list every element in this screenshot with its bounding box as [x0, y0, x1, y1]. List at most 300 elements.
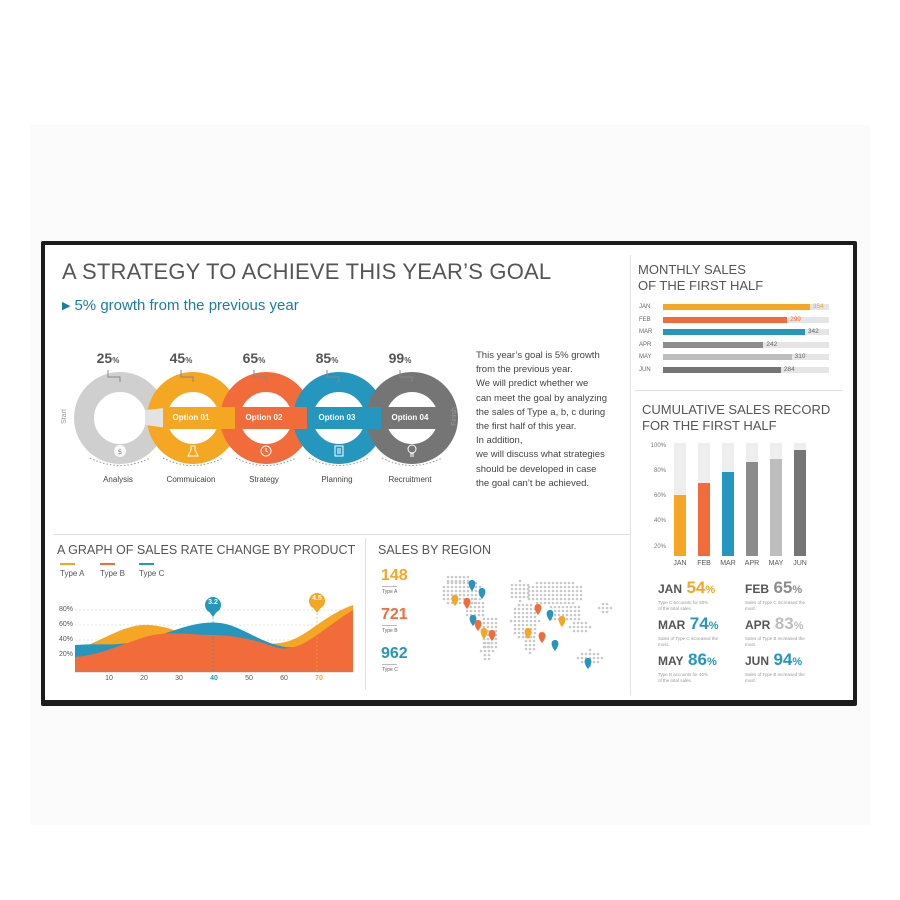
- map-dot: [467, 590, 470, 593]
- map-dot: [540, 586, 543, 589]
- map-dot: [522, 604, 525, 607]
- map-dot: [467, 586, 470, 589]
- map-dot: [495, 622, 498, 625]
- map-dot: [482, 610, 485, 613]
- map-dot: [451, 590, 454, 593]
- y-tick: 80%: [58, 606, 73, 613]
- map-dot: [495, 646, 498, 649]
- step-percent: 65%: [242, 350, 266, 366]
- y-tick: 80%: [653, 468, 666, 474]
- monthly-value: 284: [783, 366, 795, 373]
- map-dot: [447, 580, 450, 583]
- map-dot: [528, 594, 531, 597]
- map-pin-icon: [479, 588, 486, 599]
- right-divider: [635, 390, 843, 391]
- x-tick: MAR: [720, 560, 736, 567]
- map-dot: [540, 602, 543, 605]
- map-dot: [484, 658, 487, 661]
- map-dot: [519, 580, 522, 583]
- annotation-4-5: 4.5: [312, 595, 322, 602]
- monthly-row-may: [639, 352, 839, 362]
- map-dot: [540, 590, 543, 593]
- sales-rate-title: A GRAPH OF SALES RATE CHANGE BY PRODUCT: [57, 543, 356, 557]
- map-dot: [548, 594, 551, 597]
- map-dot: [578, 610, 581, 613]
- map-dot: [593, 653, 596, 656]
- map-pin-icon: [539, 632, 546, 643]
- map-dot: [495, 638, 498, 641]
- map-dot: [525, 648, 528, 651]
- map-dot: [558, 614, 561, 617]
- divider: [382, 664, 397, 665]
- step-percent: 99%: [388, 350, 412, 366]
- map-dot: [455, 586, 458, 589]
- x-tick: 50: [245, 675, 253, 682]
- map-dot: [463, 580, 466, 583]
- map-dot: [526, 608, 529, 611]
- map-dot: [475, 594, 478, 597]
- map-dot: [581, 661, 584, 664]
- map-dot: [519, 596, 522, 599]
- map-dot: [576, 590, 579, 593]
- map-dot: [484, 650, 487, 653]
- map-dot: [447, 598, 450, 601]
- divider: [382, 625, 397, 626]
- map-dot: [491, 622, 494, 625]
- cumulative-bar-jun: [794, 450, 806, 556]
- dashboard-screen: [45, 245, 853, 700]
- x-tick: 60: [280, 675, 288, 682]
- map-dot: [443, 590, 446, 593]
- map-dot: [487, 638, 490, 641]
- x-tick: JAN: [673, 560, 687, 567]
- map-dot: [548, 602, 551, 605]
- map-dot: [573, 622, 576, 625]
- map-dot: [573, 626, 576, 629]
- map-dot: [564, 582, 567, 585]
- map-dot: [536, 598, 539, 601]
- map-dot: [533, 636, 536, 639]
- map-dot: [487, 626, 490, 629]
- kpi-jun: JUN 94%: [745, 650, 803, 669]
- map-dot: [570, 610, 573, 613]
- step-label-communication: Commuicaion: [166, 475, 216, 484]
- map-dot: [568, 586, 571, 589]
- x-tick: JUN: [793, 560, 807, 567]
- map-pin-icon: [469, 580, 476, 591]
- map-dot: [482, 602, 485, 605]
- map-dot: [484, 646, 487, 649]
- map-dot: [491, 642, 494, 645]
- map-dot: [580, 598, 583, 601]
- step-label-analysis: Analysis: [103, 475, 133, 484]
- map-dot: [533, 644, 536, 647]
- map-dot: [532, 586, 535, 589]
- map-dot: [544, 582, 547, 585]
- map-dot: [529, 644, 532, 647]
- map-dot: [580, 594, 583, 597]
- map-dot: [552, 598, 555, 601]
- region-type-b: Type B: [382, 628, 398, 634]
- map-dot: [483, 622, 486, 625]
- map-dot: [606, 603, 609, 606]
- map-dot: [515, 584, 518, 587]
- step-percent: 45%: [169, 350, 193, 366]
- map-dot: [572, 586, 575, 589]
- option-label: Option 04: [391, 413, 429, 422]
- map-dot: [525, 640, 528, 643]
- map-dot: [443, 598, 446, 601]
- map-dot: [534, 620, 537, 623]
- map-dot: [560, 590, 563, 593]
- x-tick: APR: [744, 560, 760, 567]
- kpi-note: Sales of Type C increased the most.: [745, 600, 805, 611]
- map-dot: [544, 598, 547, 601]
- map-pin-icon: [464, 598, 471, 609]
- map-dot: [572, 582, 575, 585]
- map-dot: [572, 602, 575, 605]
- map-dot: [511, 588, 514, 591]
- goal-subtitle-text: 5% growth from the previous year: [74, 297, 299, 314]
- map-dot: [488, 658, 491, 661]
- map-dot: [518, 612, 521, 615]
- monthly-bar: [663, 304, 810, 310]
- map-dot: [544, 586, 547, 589]
- map-dot: [558, 606, 561, 609]
- map-dot: [536, 586, 539, 589]
- map-dot: [522, 636, 525, 639]
- region-title: SALES BY REGION: [378, 543, 492, 557]
- map-dot: [451, 576, 454, 579]
- map-dot: [534, 628, 537, 631]
- map-dot: [511, 596, 514, 599]
- cumulative-bar-mar: [722, 472, 734, 556]
- map-dot: [585, 630, 588, 633]
- map-dot: [558, 610, 561, 613]
- map-dot: [540, 598, 543, 601]
- map-dot: [518, 632, 521, 635]
- map-dot: [550, 606, 553, 609]
- map-dot: [528, 586, 531, 589]
- monthly-value: 342: [807, 328, 819, 336]
- map-dot: [556, 582, 559, 585]
- map-dot: [536, 594, 539, 597]
- map-dot: [552, 586, 555, 589]
- map-dot: [552, 582, 555, 585]
- map-dot: [488, 650, 491, 653]
- cumulative-bar-apr: [746, 462, 758, 556]
- map-dot: [480, 650, 483, 653]
- monthly-value: 299: [790, 315, 801, 323]
- kpi-note: Sales of Type B increased the most.: [745, 636, 805, 647]
- map-dot: [522, 612, 525, 615]
- map-dot: [562, 606, 565, 609]
- map-dot: [606, 611, 609, 614]
- map-dot: [564, 594, 567, 597]
- svg-text:$: $: [117, 448, 123, 456]
- map-dot: [576, 594, 579, 597]
- map-dot: [544, 590, 547, 593]
- map-dot: [585, 622, 588, 625]
- monthly-value: 242: [766, 340, 778, 348]
- map-dot: [560, 582, 563, 585]
- monthly-label: JAN: [639, 304, 651, 310]
- map-dot: [610, 607, 613, 610]
- map-dot: [598, 607, 601, 610]
- map-dot: [474, 602, 477, 605]
- monthly-label: APR: [639, 341, 652, 348]
- map-dot: [589, 653, 592, 656]
- map-dot: [523, 584, 526, 587]
- map-dot: [534, 616, 537, 619]
- map-pin-icon: [552, 640, 559, 651]
- map-dot: [573, 630, 576, 633]
- map-dot: [515, 588, 518, 591]
- map-dot: [475, 586, 478, 589]
- map-dot: [536, 602, 539, 605]
- map-dot: [566, 610, 569, 613]
- map-dot: [564, 586, 567, 589]
- map-dot: [519, 588, 522, 591]
- x-tick-highlight: 40: [210, 675, 218, 682]
- map-dot: [511, 592, 514, 595]
- map-dot: [526, 604, 529, 607]
- cumulative-bar-feb: [698, 483, 710, 556]
- map-dot: [511, 584, 514, 587]
- map-dot: [518, 620, 521, 623]
- map-dot: [562, 614, 565, 617]
- bottom-divider: [365, 538, 366, 690]
- map-dot: [514, 620, 517, 623]
- map-dot: [488, 654, 491, 657]
- map-dot: [566, 606, 569, 609]
- kpi-note: Type C accounts for 50% of the total sales.: [658, 600, 709, 611]
- map-dot: [459, 576, 462, 579]
- map-dot: [463, 594, 466, 597]
- y-tick: 40%: [58, 636, 73, 643]
- map-dot: [515, 596, 518, 599]
- map-dot: [533, 640, 536, 643]
- world-map: [430, 563, 615, 681]
- monthly-row-feb: [639, 315, 839, 325]
- map-dot: [554, 614, 557, 617]
- map-dot: [514, 616, 517, 619]
- map-dot: [572, 598, 575, 601]
- y-tick: 40%: [653, 518, 666, 524]
- finish-label: Finish: [450, 407, 458, 426]
- map-dot: [514, 612, 517, 615]
- y-tick: 100%: [650, 443, 666, 449]
- map-dot: [526, 612, 529, 615]
- map-dot: [556, 602, 559, 605]
- map-dot: [514, 628, 517, 631]
- monthly-value: 354: [812, 303, 824, 310]
- map-dot: [560, 594, 563, 597]
- legend-type-a: Type A: [60, 563, 84, 578]
- map-dot: [483, 618, 486, 621]
- map-dot: [554, 618, 557, 621]
- map-dot: [540, 582, 543, 585]
- map-dot: [544, 602, 547, 605]
- map-pin-icon: [559, 616, 566, 627]
- map-dot: [470, 610, 473, 613]
- map-dot: [577, 657, 580, 660]
- map-dot: [474, 598, 477, 601]
- map-dot: [577, 622, 580, 625]
- map-dot: [482, 614, 485, 617]
- map-dot: [495, 630, 498, 633]
- divider: [382, 586, 397, 587]
- map-dot: [495, 642, 498, 645]
- kpi-may: MAY 86%: [658, 650, 717, 669]
- map-dot: [548, 598, 551, 601]
- x-tick: MAY: [768, 560, 784, 567]
- map-dot: [536, 590, 539, 593]
- cumulative-bar-jan: [674, 495, 686, 556]
- map-dot: [514, 632, 517, 635]
- kpi-jan: JAN 54%: [658, 578, 716, 597]
- map-dot: [518, 624, 521, 627]
- map-dot: [574, 614, 577, 617]
- kpi-note: Sales of Type B increased the most.: [745, 672, 805, 683]
- map-dot: [526, 624, 529, 627]
- map-dot: [459, 586, 462, 589]
- map-dot: [523, 588, 526, 591]
- map-pin-icon: [547, 610, 554, 621]
- legend-type-c: Type C: [139, 563, 164, 578]
- map-dot: [530, 624, 533, 627]
- map-dot: [459, 598, 462, 601]
- map-dot: [515, 592, 518, 595]
- map-dot: [564, 598, 567, 601]
- map-dot: [530, 620, 533, 623]
- region-type-a: Type A: [382, 589, 398, 595]
- map-dot: [471, 594, 474, 597]
- map-dot: [572, 594, 575, 597]
- map-dot: [514, 624, 517, 627]
- x-tick: 10: [105, 675, 113, 682]
- map-dot: [470, 606, 473, 609]
- y-tick: 20%: [653, 544, 666, 550]
- map-dot: [459, 594, 462, 597]
- map-dot: [518, 608, 521, 611]
- x-tick-highlight: 70: [315, 675, 323, 682]
- kpi-feb: FEB 65%: [745, 578, 803, 597]
- map-dot: [479, 586, 482, 589]
- map-dot: [602, 611, 605, 614]
- map-dot: [463, 586, 466, 589]
- triangle-bullet-icon: ▶: [62, 300, 71, 312]
- map-dot: [474, 610, 477, 613]
- map-dot: [568, 594, 571, 597]
- map-dot: [529, 652, 532, 655]
- monthly-row-mar: [639, 327, 839, 337]
- map-dot: [474, 606, 477, 609]
- map-dot: [488, 642, 491, 645]
- map-dot: [518, 604, 521, 607]
- map-dot: [578, 618, 581, 621]
- map-dot: [581, 657, 584, 660]
- map-dot: [532, 598, 535, 601]
- cumulative-title: CUMULATIVE SALES RECORD FOR THE FIRST HALF: [642, 402, 831, 433]
- map-dot: [455, 590, 458, 593]
- map-dot: [578, 614, 581, 617]
- map-dot: [580, 586, 583, 589]
- region-value-c: 962: [381, 645, 408, 662]
- map-pin-icon: [475, 620, 482, 631]
- map-dot: [597, 661, 600, 664]
- monthly-bar: [663, 342, 763, 348]
- map-dot: [556, 598, 559, 601]
- map-dot: [471, 598, 474, 601]
- map-dot: [519, 592, 522, 595]
- map-dot: [530, 612, 533, 615]
- map-dot: [568, 590, 571, 593]
- map-dot: [495, 618, 498, 621]
- monthly-bar: [663, 354, 792, 360]
- map-dot: [478, 610, 481, 613]
- column-divider: [630, 255, 631, 695]
- map-dot: [447, 576, 450, 579]
- x-tick: 20: [140, 675, 148, 682]
- map-dot: [585, 653, 588, 656]
- map-dot: [548, 586, 551, 589]
- x-tick: 30: [175, 675, 183, 682]
- map-dot: [518, 628, 521, 631]
- map-dot: [484, 642, 487, 645]
- map-dot: [533, 648, 536, 651]
- map-dot: [447, 602, 450, 605]
- map-dot: [526, 616, 529, 619]
- monthly-bar: [663, 367, 781, 373]
- map-dot: [570, 614, 573, 617]
- map-dot: [491, 646, 494, 649]
- page-title: A STRATEGY TO ACHIEVE THIS YEAR’S GOAL: [62, 259, 552, 284]
- monthly-label: MAY: [639, 354, 652, 361]
- map-dot: [576, 586, 579, 589]
- map-dot: [478, 602, 481, 605]
- map-dot: [556, 590, 559, 593]
- sales-rate-area-chart: [45, 245, 365, 695]
- map-dot: [585, 626, 588, 629]
- map-dot: [562, 610, 565, 613]
- map-dot: [459, 590, 462, 593]
- map-dot: [522, 620, 525, 623]
- map-dot: [467, 594, 470, 597]
- map-dot: [564, 602, 567, 605]
- option-label: Option 01: [172, 413, 210, 422]
- monthly-row-apr: [639, 340, 839, 350]
- map-dot: [522, 632, 525, 635]
- map-dot: [589, 626, 592, 629]
- map-dot: [478, 614, 481, 617]
- map-dot: [536, 582, 539, 585]
- map-dot: [530, 616, 533, 619]
- region-value-b: 721: [381, 606, 408, 623]
- legend-type-b: Type B: [100, 563, 125, 578]
- map-dot: [525, 644, 528, 647]
- map-dot: [528, 590, 531, 593]
- map-dot: [523, 596, 526, 599]
- map-dot: [447, 594, 450, 597]
- map-dot: [530, 608, 533, 611]
- monthly-row-jan: [639, 302, 839, 312]
- map-dot: [577, 626, 580, 629]
- map-dot: [532, 590, 535, 593]
- map-dot: [548, 582, 551, 585]
- map-dot: [483, 626, 486, 629]
- y-tick: 60%: [653, 493, 666, 499]
